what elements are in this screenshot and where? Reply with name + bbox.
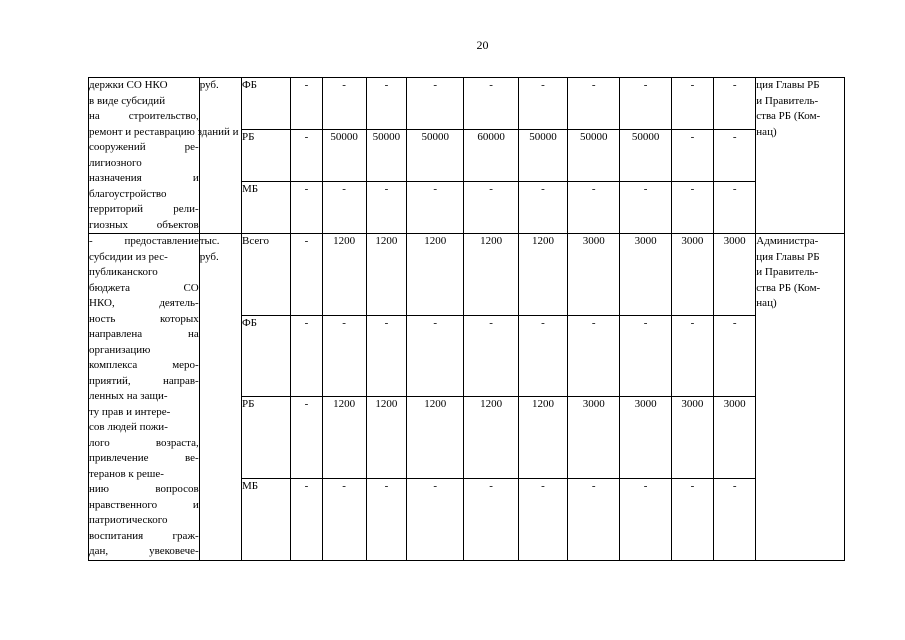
value-cell: - xyxy=(291,78,322,130)
value-cell: - xyxy=(620,182,671,234)
value-cell: - xyxy=(620,478,671,560)
unit-label: руб. xyxy=(199,250,219,263)
value-cell: - xyxy=(291,234,322,316)
value-cell: 1200 xyxy=(407,397,464,479)
description-line: территорий рели- xyxy=(89,203,199,215)
value-cell: 50000 xyxy=(518,130,567,182)
value-cell: 3000 xyxy=(714,234,756,316)
value-cell: - xyxy=(518,315,567,397)
value-cell: - xyxy=(291,478,322,560)
value-cell: - xyxy=(714,182,756,234)
value-cell: 1200 xyxy=(464,397,518,479)
executor-line: ства РБ (Ком- xyxy=(756,110,821,122)
value-cell: 1200 xyxy=(518,234,567,316)
source-label: ФБ xyxy=(241,78,290,130)
description-line: лого возраста, xyxy=(89,436,199,449)
description-line: дан, увековече- xyxy=(89,545,199,557)
value-cell: 1200 xyxy=(366,234,406,316)
value-cell: - xyxy=(671,315,713,397)
description-line: ность которых xyxy=(89,312,199,325)
source-label: МБ xyxy=(241,478,290,560)
value-cell: - xyxy=(568,78,620,130)
executor-line: и Правитель- xyxy=(756,94,819,107)
value-cell: - xyxy=(407,315,464,397)
description-line: ленных на защи- xyxy=(89,390,168,402)
value-cell: 1200 xyxy=(322,397,366,479)
description-line: сооружений ре- xyxy=(89,141,199,153)
description-line: привлечение ве- xyxy=(89,452,199,464)
unit-cell xyxy=(199,234,241,561)
funding-table xyxy=(88,77,845,561)
value-cell: - xyxy=(671,78,713,130)
description-line: публиканского xyxy=(89,266,158,278)
value-cell: - xyxy=(291,130,322,182)
value-cell: - xyxy=(407,78,464,130)
source-label: ФБ xyxy=(241,315,290,397)
value-cell: - xyxy=(322,315,366,397)
value-cell: - xyxy=(671,130,713,182)
value-cell: - xyxy=(322,182,366,234)
description-line: комплекса меро- xyxy=(89,359,199,371)
description-line: ту прав и интере- xyxy=(89,405,171,418)
value-cell: - xyxy=(568,478,620,560)
value-cell: - xyxy=(518,78,567,130)
executor-line: ция Главы РБ xyxy=(756,79,820,91)
executor-line: Администра- xyxy=(756,235,819,247)
value-cell: - xyxy=(518,478,567,560)
value-cell: - xyxy=(714,315,756,397)
description-line: ремонт и реставрацию зданий и xyxy=(89,125,239,138)
value-cell: - xyxy=(671,478,713,560)
unit-label: тыс. xyxy=(199,235,220,247)
description-line: бюджета СО xyxy=(89,281,199,294)
unit-cell xyxy=(199,78,241,234)
unit-label: руб. xyxy=(199,79,219,91)
value-cell: - xyxy=(714,478,756,560)
value-cell: - xyxy=(568,315,620,397)
description-line: субсидии из рес- xyxy=(89,250,168,263)
description-line: в виде субсидий xyxy=(89,94,166,107)
value-cell: 50000 xyxy=(322,130,366,182)
value-cell: 1200 xyxy=(407,234,464,316)
value-cell: - xyxy=(464,478,518,560)
description-line: НКО, деятель- xyxy=(89,297,199,309)
value-cell: 3000 xyxy=(620,397,671,479)
value-cell: - xyxy=(518,182,567,234)
value-cell: - xyxy=(291,397,322,479)
description-line: сов людей пожи- xyxy=(89,421,168,433)
description-line: держки СО НКО xyxy=(89,79,168,91)
value-cell: - xyxy=(464,182,518,234)
value-cell: - xyxy=(366,315,406,397)
description-line: лигиозного xyxy=(89,156,142,169)
value-cell: - xyxy=(407,478,464,560)
description-line: гиозных объектов xyxy=(89,218,199,231)
value-cell: - xyxy=(322,478,366,560)
source-label: РБ xyxy=(241,397,290,479)
value-cell: - xyxy=(671,182,713,234)
value-cell: 1200 xyxy=(518,397,567,479)
value-cell: 50000 xyxy=(366,130,406,182)
description-line: назначения и xyxy=(89,172,199,184)
executor-cell xyxy=(756,78,845,234)
executor-line: ства РБ (Ком- xyxy=(756,281,821,294)
value-cell: - xyxy=(291,182,322,234)
table-row xyxy=(89,78,845,130)
value-cell: - xyxy=(714,130,756,182)
value-cell: - xyxy=(366,182,406,234)
executor-line: нац) xyxy=(756,125,777,138)
value-cell: - xyxy=(407,182,464,234)
table-row xyxy=(89,234,845,316)
value-cell: 50000 xyxy=(620,130,671,182)
executor-line: нац) xyxy=(756,297,777,309)
source-label: Всего xyxy=(241,234,290,316)
page-number: 20 xyxy=(476,38,489,52)
description-line: организацию xyxy=(89,343,151,356)
description-line: направлена на xyxy=(89,328,199,340)
value-cell: - xyxy=(464,315,518,397)
value-cell: 1200 xyxy=(322,234,366,316)
description-line: нравственного и xyxy=(89,498,199,511)
value-cell: 1200 xyxy=(464,234,518,316)
description-line: - предоставление xyxy=(89,235,199,247)
executor-line: и Правитель- xyxy=(756,266,819,278)
value-cell: 3000 xyxy=(671,234,713,316)
description-line: теранов к реше- xyxy=(89,467,164,480)
value-cell: - xyxy=(366,478,406,560)
value-cell: - xyxy=(464,78,518,130)
value-cell: 1200 xyxy=(366,397,406,479)
value-cell: 50000 xyxy=(568,130,620,182)
value-cell: 60000 xyxy=(464,130,518,182)
description-line: воспитания граж- xyxy=(89,529,199,542)
description-line: нию вопросов xyxy=(89,483,199,495)
value-cell: - xyxy=(322,78,366,130)
source-label: РБ xyxy=(241,130,290,182)
executor-line: ция Главы РБ xyxy=(756,250,820,263)
value-cell: - xyxy=(620,315,671,397)
source-label: МБ xyxy=(241,182,290,234)
value-cell: 3000 xyxy=(568,234,620,316)
value-cell: 50000 xyxy=(407,130,464,182)
value-cell: 3000 xyxy=(714,397,756,479)
value-cell: - xyxy=(714,78,756,130)
value-cell: 3000 xyxy=(671,397,713,479)
measure-description xyxy=(89,234,200,561)
executor-cell xyxy=(756,234,845,561)
description-line: на строительство, xyxy=(89,110,199,122)
value-cell: 3000 xyxy=(620,234,671,316)
value-cell: - xyxy=(568,182,620,234)
description-line: патриотического xyxy=(89,514,168,526)
value-cell: - xyxy=(291,315,322,397)
value-cell: - xyxy=(620,78,671,130)
description-line: приятий, направ- xyxy=(89,374,199,387)
value-cell: 3000 xyxy=(568,397,620,479)
value-cell: - xyxy=(366,78,406,130)
description-line: благоустройство xyxy=(89,187,167,200)
